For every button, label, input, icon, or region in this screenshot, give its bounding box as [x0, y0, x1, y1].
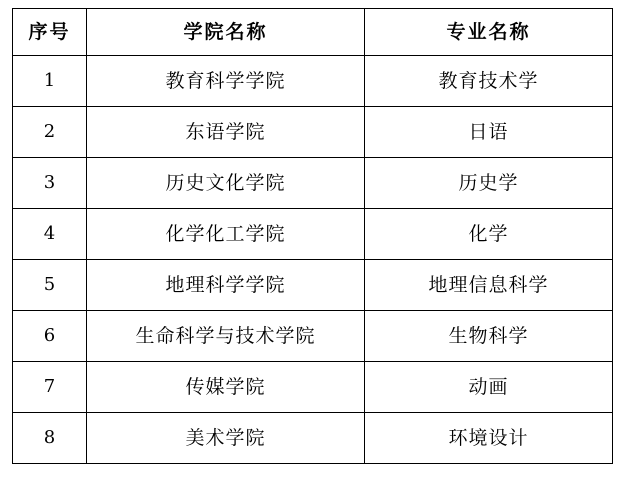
- column-header-college: 学院名称: [87, 9, 365, 56]
- column-header-index: 序号: [13, 9, 87, 56]
- cell-college: 地理科学学院: [87, 260, 365, 311]
- table-row: [13, 413, 613, 464]
- cell-major: 地理信息科学: [365, 260, 613, 311]
- cell-index: 8: [13, 413, 87, 464]
- table-header: [13, 9, 613, 56]
- cell-college: 美术学院: [87, 413, 365, 464]
- cell-index: 5: [13, 260, 87, 311]
- cell-college: 生命科学与技术学院: [87, 311, 365, 362]
- cell-index: 4: [13, 209, 87, 260]
- cell-major: 教育技术学: [365, 56, 613, 107]
- cell-major: 日语: [365, 107, 613, 158]
- cell-index: 7: [13, 362, 87, 413]
- table-row: [13, 311, 613, 362]
- table-row: [13, 260, 613, 311]
- cell-index: 3: [13, 158, 87, 209]
- cell-college: 历史文化学院: [87, 158, 365, 209]
- cell-major: 动画: [365, 362, 613, 413]
- cell-index: 1: [13, 56, 87, 107]
- table-body: [13, 56, 613, 464]
- table-row: [13, 56, 613, 107]
- table-row: [13, 362, 613, 413]
- column-header-major: 专业名称: [365, 9, 613, 56]
- cell-college: 教育科学学院: [87, 56, 365, 107]
- table-header-row: [13, 9, 613, 56]
- cell-major: 生物科学: [365, 311, 613, 362]
- table-row: [13, 158, 613, 209]
- table-row: [13, 107, 613, 158]
- cell-index: 2: [13, 107, 87, 158]
- cell-college: 化学化工学院: [87, 209, 365, 260]
- cell-major: 历史学: [365, 158, 613, 209]
- table-row: [13, 209, 613, 260]
- college-major-table: [12, 8, 613, 464]
- cell-major: 环境设计: [365, 413, 613, 464]
- cell-index: 6: [13, 311, 87, 362]
- cell-college: 传媒学院: [87, 362, 365, 413]
- cell-college: 东语学院: [87, 107, 365, 158]
- cell-major: 化学: [365, 209, 613, 260]
